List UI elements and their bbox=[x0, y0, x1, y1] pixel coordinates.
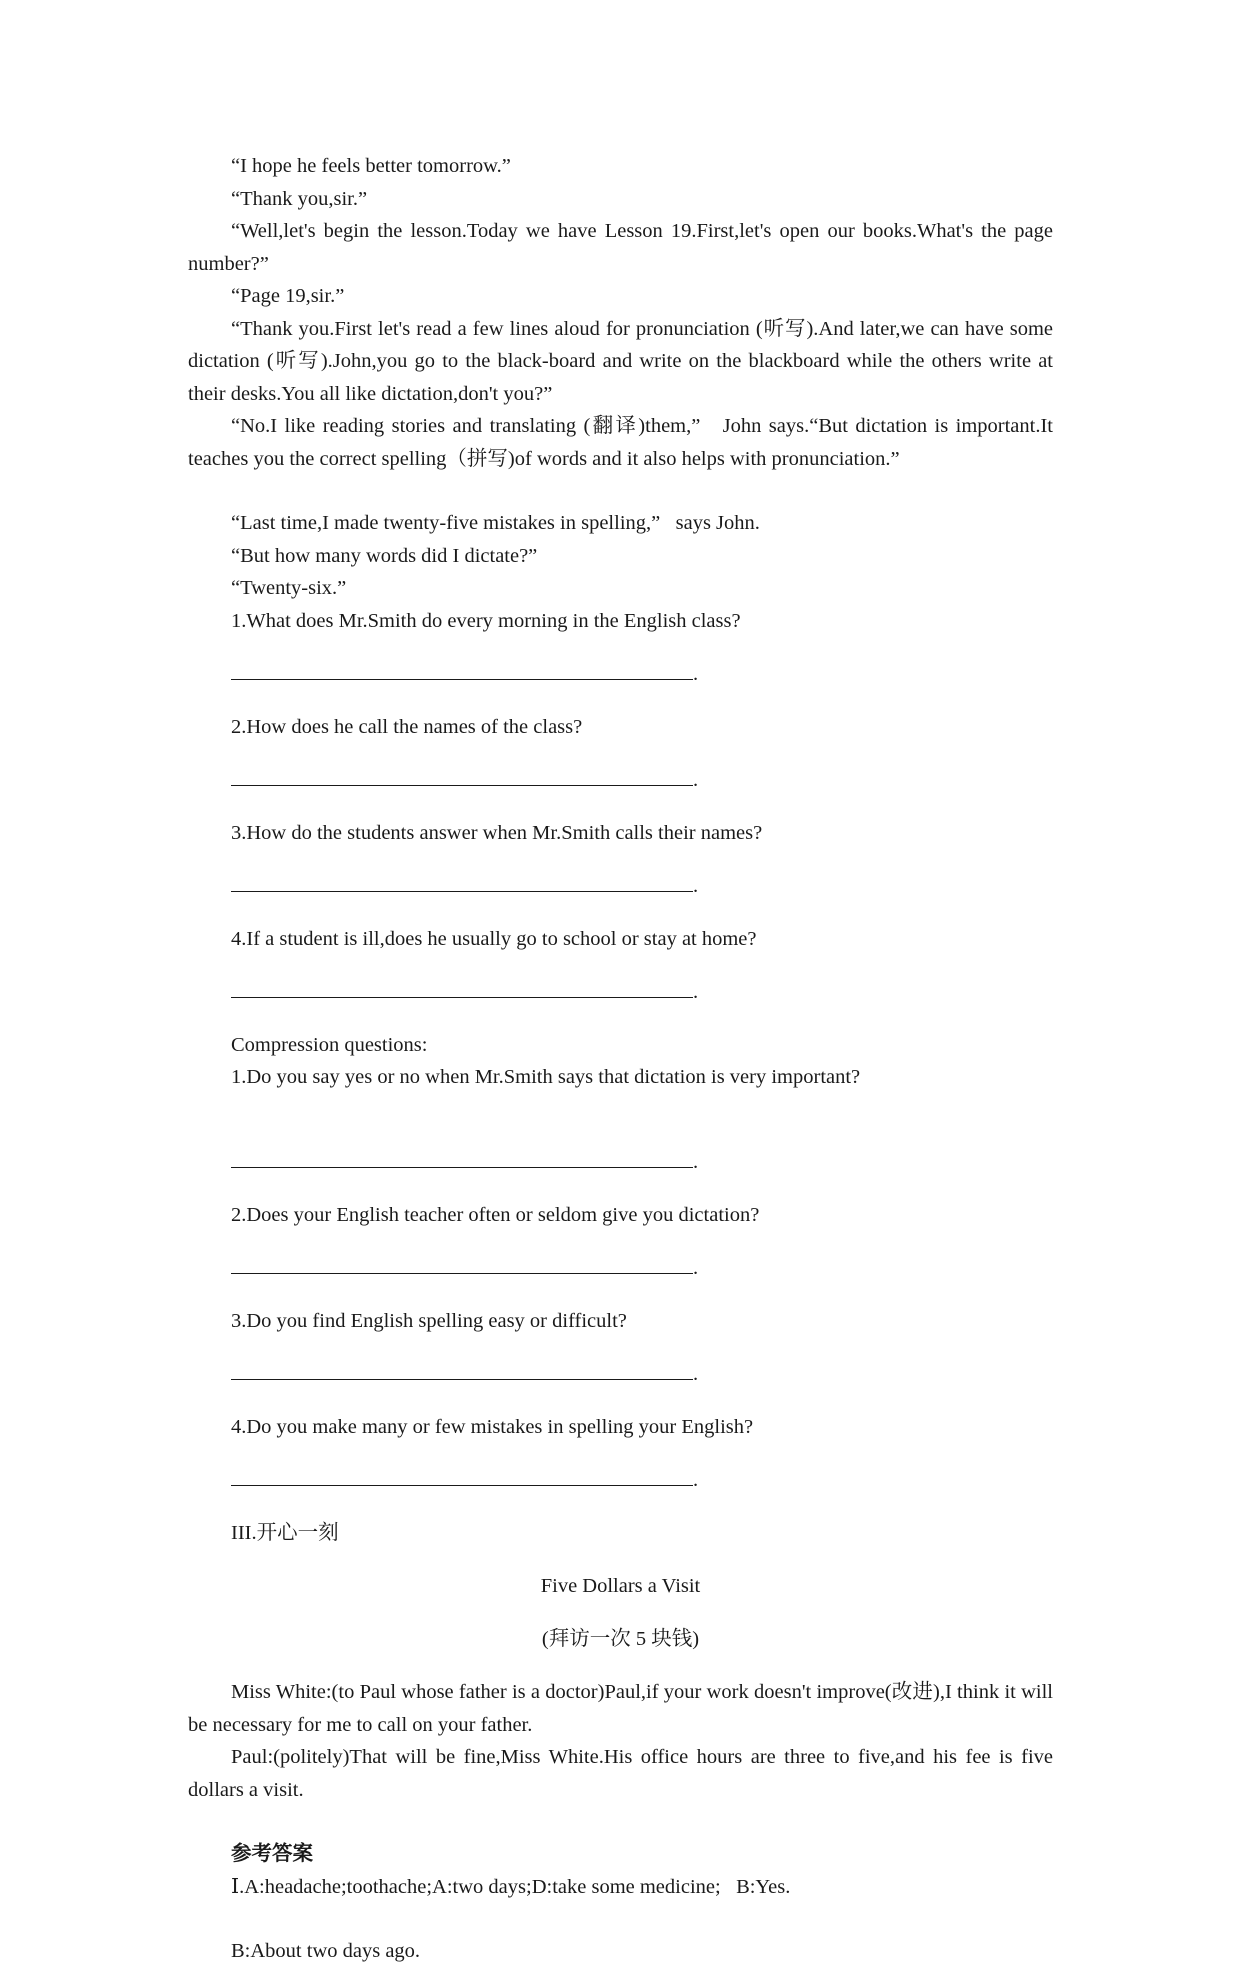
joke-line: Paul:(politely)That will be fine,Miss White.His office hours are three to five,and his fee is five dollars a visit. bbox=[188, 1746, 1053, 1801]
page-content bbox=[188, 150, 1053, 1968]
dialogue-line: “But how many words did I dictate?” bbox=[231, 544, 538, 567]
question-text: 1.What does Mr.Smith do every morning in the English class? bbox=[231, 609, 741, 632]
joke-title: Five Dollars a Visit bbox=[540, 1575, 701, 1597]
question-block bbox=[188, 1411, 1053, 1497]
answer-row bbox=[188, 1464, 1053, 1497]
dialogue-line: “Well,let's begin the lesson.Today we have Lesson 19.First,let's open our books.What's the page number?” bbox=[188, 220, 1053, 275]
question-block bbox=[188, 605, 1053, 691]
answer-blank[interactable] bbox=[231, 1359, 693, 1380]
answer-key-line: Ⅰ.A:headache;toothache;A:two days;D:take some medicine; B:Yes. bbox=[231, 1875, 791, 1898]
question-block bbox=[188, 711, 1053, 797]
answer-blank[interactable] bbox=[231, 871, 693, 892]
answer-blank[interactable] bbox=[231, 659, 693, 680]
answer-row bbox=[188, 976, 1053, 1009]
answers-heading: 参考答案 bbox=[231, 1843, 313, 1865]
answer-blank[interactable] bbox=[231, 1465, 693, 1486]
spacer bbox=[188, 1806, 1053, 1838]
dialogue-line: “I hope he feels better tomorrow.” bbox=[231, 155, 511, 177]
answer-row bbox=[188, 870, 1053, 903]
question-block bbox=[188, 817, 1053, 903]
dialogue-line: “Last time,I made twenty-five mistakes in spelling,” says John. bbox=[231, 512, 760, 534]
dialogue-line: “Twenty-six.” bbox=[231, 577, 347, 599]
answer-row bbox=[188, 658, 1053, 691]
spacer bbox=[188, 1903, 1053, 1935]
answer-period: . bbox=[693, 1363, 699, 1385]
answer-blank[interactable] bbox=[231, 765, 693, 786]
answer-row bbox=[188, 764, 1053, 797]
question-text: 1.Do you say yes or no when Mr.Smith says that dictation is very important? bbox=[231, 1066, 861, 1088]
joke-subtitle: (拜访一次 5 块钱) bbox=[541, 1628, 700, 1650]
answer-period: . bbox=[693, 1469, 699, 1491]
dialogue-line: “Thank you.First let's read a few lines aloud for pronunciation (听写).And later,we can have some dictation (听写).John,you go to the black-board and write on the blackboard while the others write at their desks.You all like dictation,don't you?” bbox=[188, 317, 1053, 405]
answer-row bbox=[188, 1358, 1053, 1391]
dialogue-line: “Page 19,sir.” bbox=[231, 285, 345, 307]
section-heading: III.开心一刻 bbox=[231, 1522, 339, 1544]
answer-period: . bbox=[693, 662, 699, 685]
compression-heading: Compression questions: bbox=[231, 1033, 428, 1056]
answer-blank[interactable] bbox=[231, 977, 693, 998]
question-block bbox=[188, 1061, 1053, 1179]
dialogue-line: “Thank you,sir.” bbox=[231, 187, 368, 210]
question-text: 3.Do you find English spelling easy or difficult? bbox=[231, 1310, 627, 1332]
question-text: 3.How do the students answer when Mr.Smith calls their names? bbox=[231, 821, 763, 844]
question-text: 2.Does your English teacher often or seldom give you dictation? bbox=[231, 1204, 760, 1226]
spacer bbox=[188, 1094, 1053, 1126]
answer-key-line: B:About two days ago. bbox=[231, 1940, 421, 1962]
question-text: 4.Do you make many or few mistakes in spelling your English? bbox=[231, 1416, 754, 1438]
dialogue-line: “No.I like reading stories and translating (翻译)them,” John says.“But dictation is important.It teaches you the correct spelling（拼写)of words and it also helps with pronunciation.” bbox=[188, 415, 1053, 470]
answer-row bbox=[188, 1252, 1053, 1285]
answer-period: . bbox=[693, 874, 699, 897]
question-block bbox=[188, 1305, 1053, 1391]
spacer bbox=[188, 475, 1053, 507]
answer-period: . bbox=[693, 1151, 699, 1173]
answer-period: . bbox=[693, 980, 699, 1003]
question-block bbox=[188, 1199, 1053, 1285]
answer-blank[interactable] bbox=[231, 1147, 693, 1168]
answer-blank[interactable] bbox=[231, 1253, 693, 1274]
question-block bbox=[188, 923, 1053, 1009]
answer-row bbox=[188, 1146, 1053, 1179]
question-text: 2.How does he call the names of the class? bbox=[231, 715, 583, 738]
question-text: 4.If a student is ill,does he usually go to school or stay at home? bbox=[231, 927, 757, 950]
answer-period: . bbox=[693, 768, 699, 791]
answer-period: . bbox=[693, 1257, 699, 1279]
joke-line: Miss White:(to Paul whose father is a doctor)Paul,if your work doesn't improve(改进),I think it will be necessary for me to call on your father. bbox=[188, 1681, 1053, 1736]
